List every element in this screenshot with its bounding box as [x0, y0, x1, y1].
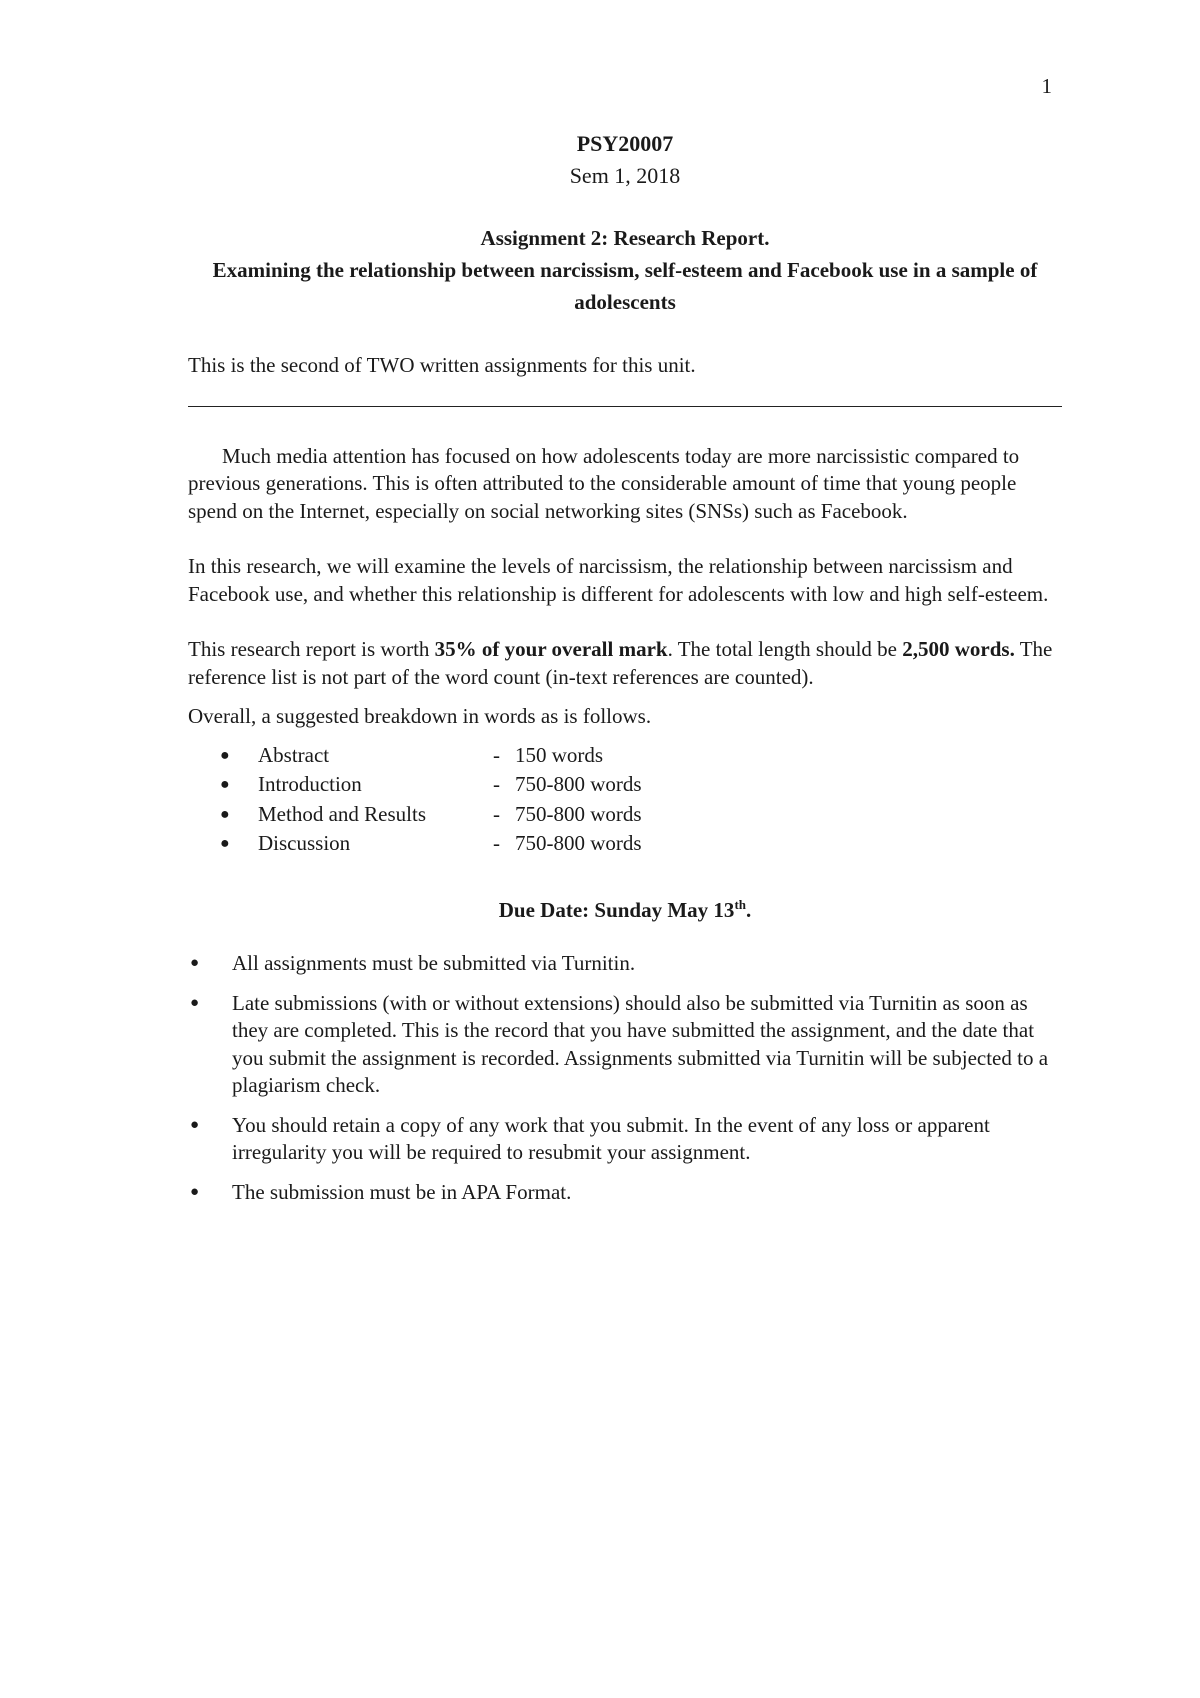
bullet-icon: ●: [220, 805, 230, 823]
breakdown-section: Abstract: [258, 742, 330, 767]
horizontal-rule: [188, 406, 1062, 407]
submission-rules-list: [188, 950, 1062, 1206]
bullet-icon: ●: [220, 776, 230, 793]
breakdown-section: Introduction: [258, 772, 362, 796]
breakdown-words: 150 words: [515, 742, 604, 767]
breakdown-dash: -: [493, 831, 500, 855]
bullet-icon: ●: [190, 955, 200, 971]
document-header: [188, 128, 1062, 318]
bullet-icon: ●: [220, 835, 230, 852]
word-breakdown-list: [220, 741, 1062, 859]
rule-text: The submission must be in APA Format.: [232, 1179, 572, 1204]
course-code: PSY20007: [576, 131, 674, 156]
breakdown-dash: -: [493, 742, 500, 767]
due-date-end: .: [746, 897, 752, 922]
due-date-label: Due Date: Sunday May 13: [498, 897, 735, 922]
page-number: 1: [1041, 74, 1052, 98]
bullet-icon: ●: [190, 994, 200, 1011]
rule-text: All assignments must be submitted via Turnitin.: [232, 951, 636, 975]
rule-item: [188, 1179, 1062, 1207]
marking-text-3: The reference list is not part of the word count (in-text references are counted).: [188, 637, 1053, 689]
breakdown-dash: -: [493, 772, 500, 796]
breakdown-words: 750-800 words: [515, 772, 642, 796]
rule-item: [188, 950, 1062, 978]
paragraph-background: Much media attention has focused on how adolescents today are more narcissistic compared to previous generations. This is often attributed to the considerable amount of time that young people spend on the Internet, especially on social networking sites (SNSs) such as Facebook.: [188, 443, 1020, 523]
rule-text: Late submissions (with or without extensions) should also be submitted via Turnitin as soon as they are completed. This is the record that you have submitted the assignment, and the date that you submit the assignment is recorded. Assignments submitted via Turnitin will be subjected to a plagiarism check.: [232, 990, 1049, 1097]
breakdown-words: 750-800 words: [515, 801, 642, 826]
breakdown-item: [220, 829, 1062, 859]
breakdown-words: 750-800 words: [515, 831, 642, 855]
due-date: [188, 891, 1062, 925]
intro-line: This is the second of TWO written assignments for this unit.: [188, 353, 696, 377]
due-date-suffix: th: [734, 896, 746, 912]
breakdown-section: Method and Results: [258, 801, 426, 826]
document-body: [188, 352, 1062, 1218]
breakdown-section: Discussion: [258, 831, 351, 855]
rule-item: [188, 1112, 1062, 1167]
semester: Sem 1, 2018: [569, 163, 681, 188]
breakdown-item: [220, 741, 1062, 771]
marking-text-2: . The total length should be: [667, 637, 903, 661]
paragraph-breakdown-intro: Overall, a suggested breakdown in words as is follows.: [188, 704, 652, 728]
breakdown-item: [220, 770, 1062, 800]
word-count: 2,500 words.: [902, 637, 1015, 661]
assignment-title: Assignment 2: Research Report.: [480, 226, 770, 250]
rule-text: You should retain a copy of any work that you submit. In the event of any loss or apparent irregularity you will be required to resubmit your assignment.: [232, 1112, 990, 1164]
paragraph-marking: [188, 636, 1062, 691]
breakdown-dash: -: [493, 801, 500, 826]
marking-weight: 35% of your overall mark: [434, 637, 668, 661]
bullet-icon: ●: [220, 746, 230, 764]
rule-item: [188, 990, 1062, 1100]
title-block: [188, 222, 1062, 318]
report-subtitle: Examining the relationship between narcissism, self-esteem and Facebook use in a sample of adolescents: [212, 258, 1038, 314]
bullet-icon: ●: [190, 1116, 200, 1133]
marking-text-1: This research report is worth: [188, 637, 435, 661]
bullet-icon: ●: [190, 1183, 200, 1200]
breakdown-item: [220, 800, 1062, 830]
paragraph-research-aims: In this research, we will examine the levels of narcissism, the relationship between narcissism and Facebook use, and whether this relationship is different for adolescents with low and high self-esteem.: [188, 554, 1049, 606]
